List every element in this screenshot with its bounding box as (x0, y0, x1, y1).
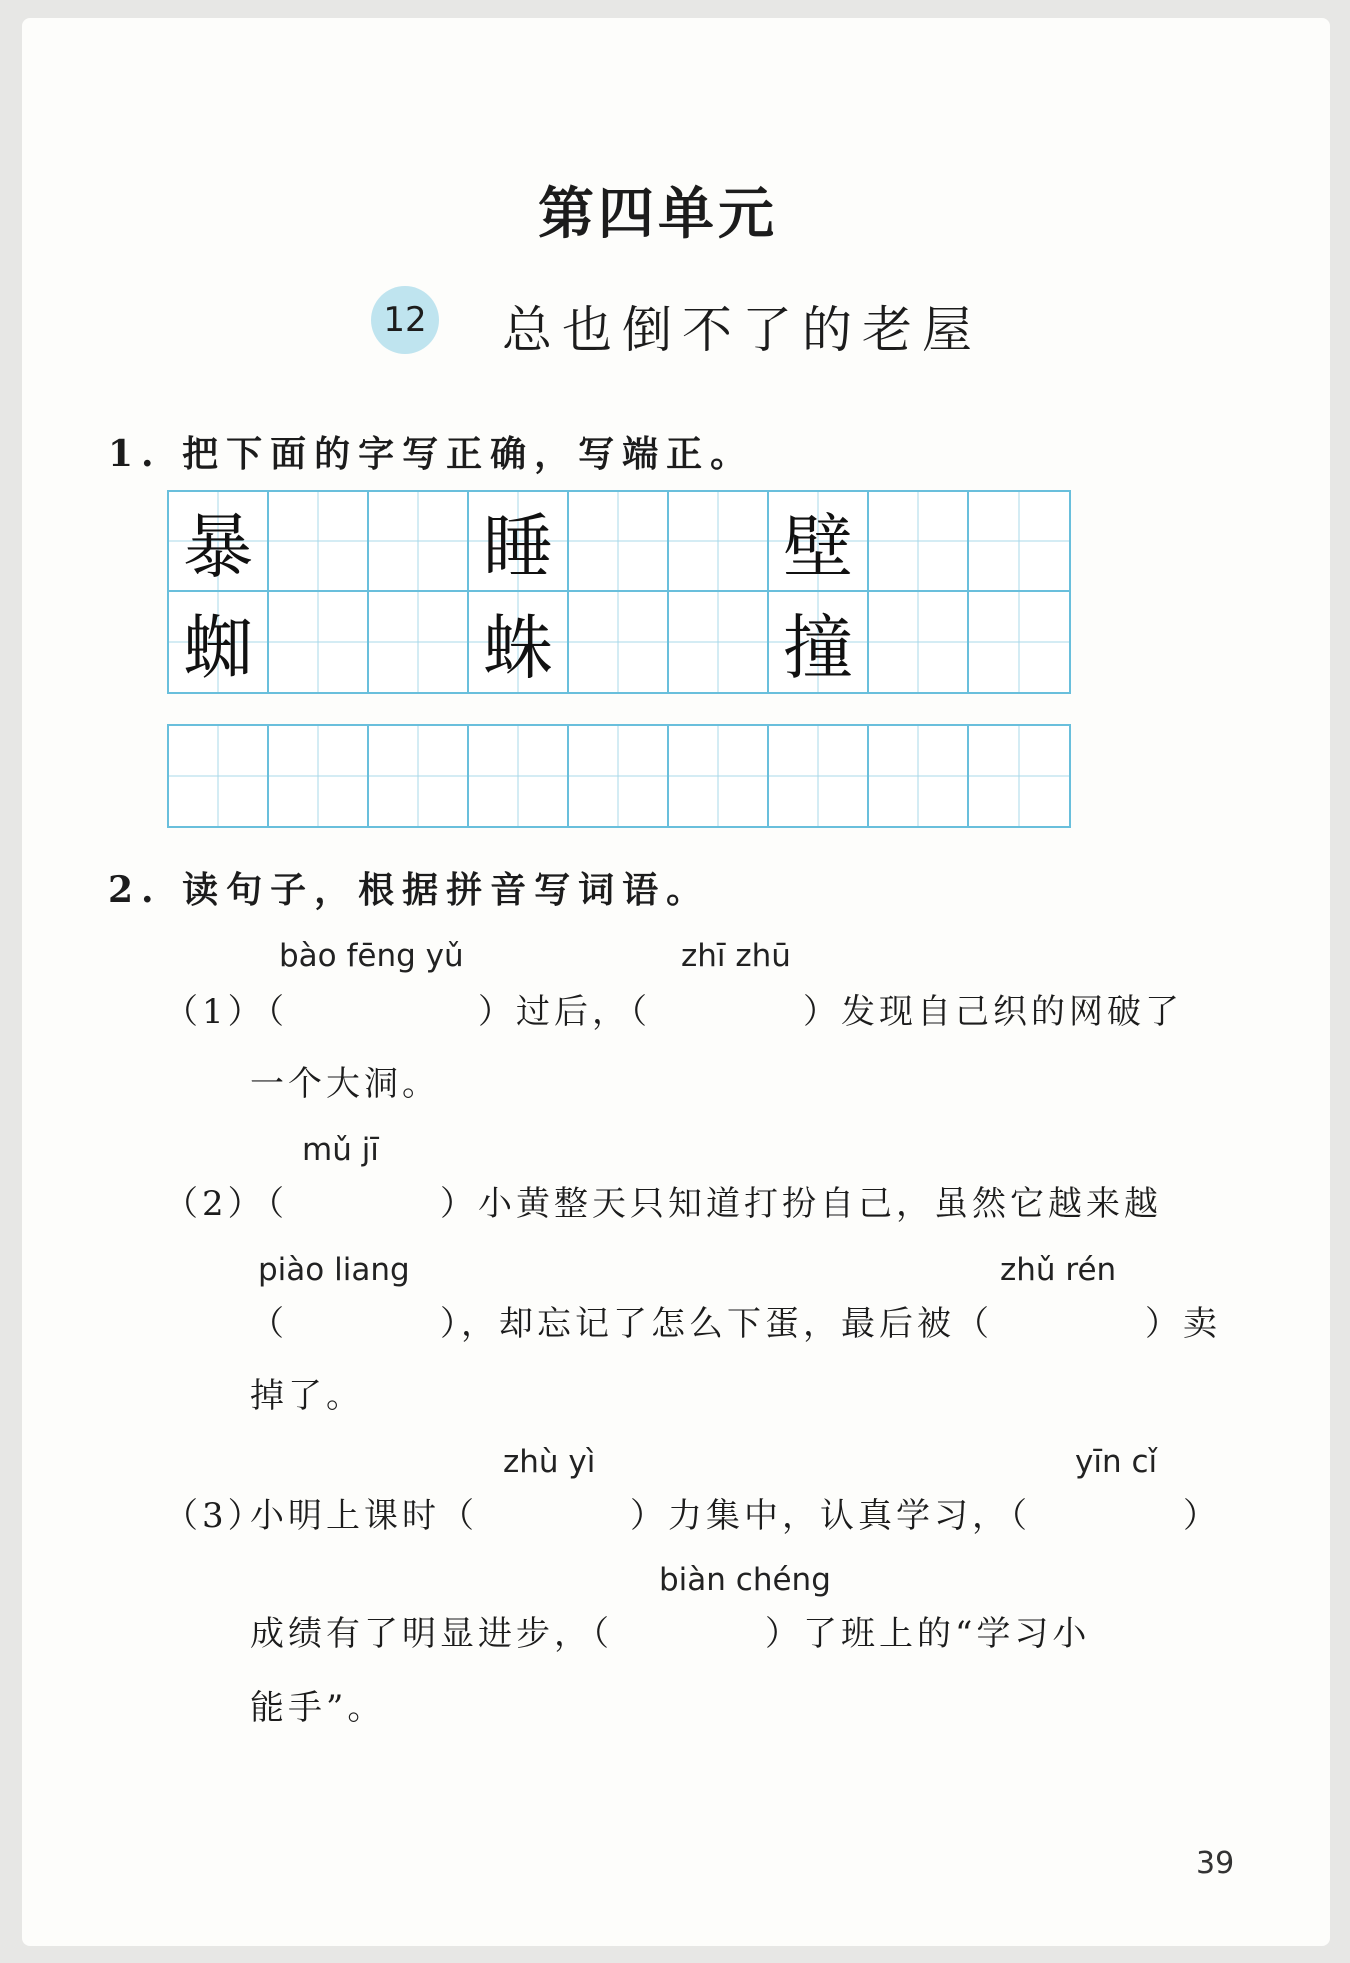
grid-cell[interactable] (269, 492, 369, 592)
grid-cell[interactable] (769, 726, 869, 826)
grid-cell[interactable] (669, 592, 769, 692)
grid-cell[interactable]: 暴 (169, 492, 269, 592)
grid-cell[interactable]: 睡 (469, 492, 569, 592)
grid-cell[interactable] (969, 492, 1069, 592)
grid-cell[interactable] (669, 492, 769, 592)
pinyin-hint: yīn cǐ (1075, 1444, 1158, 1480)
grid-cell[interactable] (369, 592, 469, 692)
sentence-line: 能手”。 (250, 1688, 386, 1728)
sentence-line: 一个大洞。 (250, 1064, 440, 1104)
grid-cell[interactable] (569, 492, 669, 592)
sentence-line: （ ），却忘记了怎么下蛋，最后被（ ）卖 (250, 1304, 1221, 1344)
lesson-title: 总也倒不了的老屋 (502, 301, 982, 359)
grid-cell[interactable] (569, 592, 669, 692)
grid-cell[interactable] (469, 726, 569, 826)
pinyin-hint: zhù yì (503, 1444, 596, 1480)
grid-cell[interactable] (869, 592, 969, 692)
grid-cell[interactable] (269, 726, 369, 826)
item-label: （2） (164, 1184, 266, 1224)
unit-title: 第四单元 (538, 181, 778, 247)
page-number: 39 (1196, 1846, 1235, 1881)
blank-writing-grid (167, 724, 1071, 828)
pinyin-hint: zhǔ rén (1000, 1252, 1117, 1288)
sentence-line: 成绩有了明显进步，（ ）了班上的“学习小 (250, 1614, 1091, 1654)
grid-cell[interactable]: 蛛 (469, 592, 569, 692)
item-label: （1） (164, 992, 266, 1032)
grid-cell[interactable] (369, 726, 469, 826)
pinyin-hint: zhī zhū (681, 938, 791, 974)
question-1-title: 1. 把下面的字写正确，写端正。 (108, 433, 755, 475)
grid-cell[interactable] (869, 492, 969, 592)
question-2-title: 2. 读句子，根据拼音写词语。 (108, 869, 711, 911)
sentence-line: （ ）小黄整天只知道打扮自己，虽然它越来越 (250, 1184, 1162, 1224)
grid-cell[interactable]: 蜘 (169, 592, 269, 692)
grid-cell[interactable] (169, 726, 269, 826)
grid-cell[interactable] (369, 492, 469, 592)
pinyin-hint: biàn chéng (659, 1562, 831, 1598)
grid-cell[interactable]: 壁 (769, 492, 869, 592)
sentence-line: 小明上课时（ ）力集中，认真学习，（ ） (250, 1496, 1221, 1536)
grid-cell[interactable] (969, 592, 1069, 692)
lesson-number-badge (371, 286, 439, 354)
grid-cell[interactable] (669, 726, 769, 826)
pinyin-hint: mǔ jī (302, 1132, 379, 1168)
character-grid (167, 490, 1071, 694)
grid-cell[interactable] (569, 726, 669, 826)
grid-cell[interactable]: 撞 (769, 592, 869, 692)
pinyin-hint: bào fēng yǔ (279, 938, 464, 974)
sentence-line: （ ）过后，（ ）发现自己织的网破了 (250, 992, 1183, 1032)
grid-cell[interactable] (969, 726, 1069, 826)
pinyin-hint: piào liang (258, 1252, 410, 1288)
grid-cell[interactable] (869, 726, 969, 826)
item-label: （3） (164, 1496, 266, 1536)
sentence-line: 掉了。 (250, 1376, 364, 1416)
lesson-number: 12 (383, 300, 427, 340)
grid-cell[interactable] (269, 592, 369, 692)
